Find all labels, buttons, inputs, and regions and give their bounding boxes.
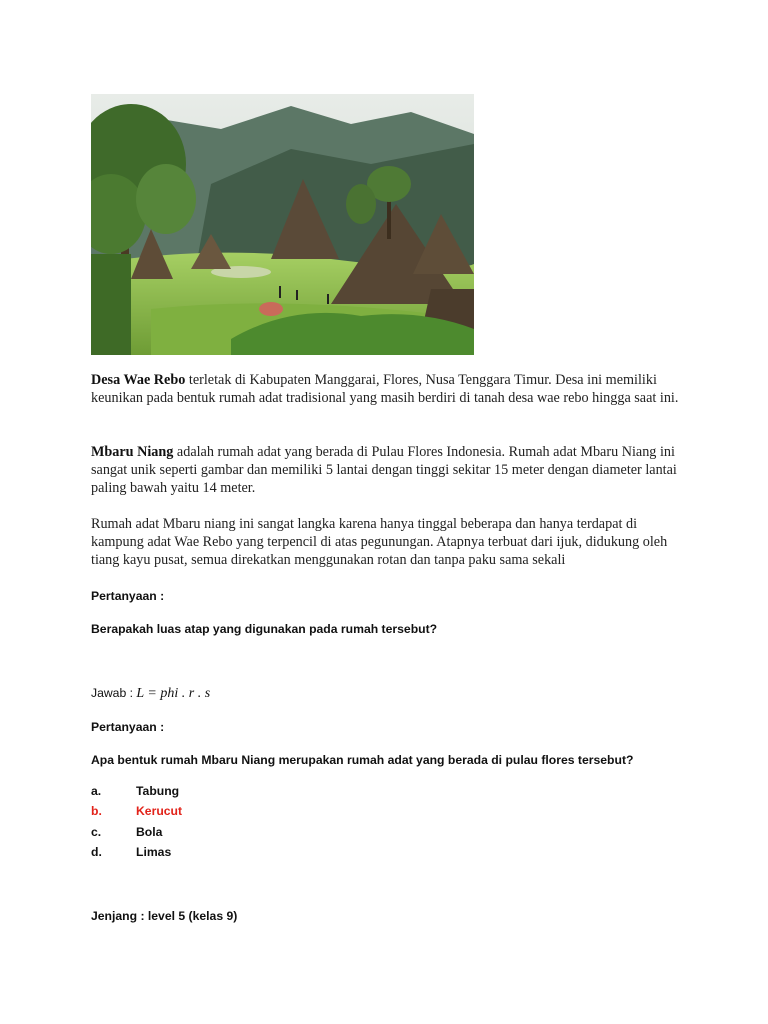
question1-label: Pertanyaan : bbox=[91, 589, 165, 603]
question2-text: Apa bentuk rumah Mbaru Niang merupakan rumah adat yang berada di pulau flores tersebut? bbox=[91, 753, 634, 767]
option-letter: d. bbox=[91, 844, 102, 859]
level-label: Jenjang : level 5 (kelas 9) bbox=[91, 909, 238, 923]
option-letter: a. bbox=[91, 784, 102, 798]
mbaru-paragraph bbox=[91, 443, 691, 497]
village-photo-icon bbox=[91, 94, 474, 355]
description-paragraph: Rumah adat Mbaru niang ini sangat langka karena hanya tinggal beberapa dan hanya terdapat di kampung adat Wae Rebo yang terpencil di atas pegunungan. Atapnya terbuat dari ijuk, didukung oleh tiang kayu pusat, semua direkatkan menggunakan rotan dan tanpa paku sama sekali bbox=[91, 516, 668, 568]
mbaru-text: adalah rumah adat yang berada di Pulau Flores Indonesia. Rumah adat Mbaru Niang ini sangat unik seperti gambar dan memiliki 5 lantai dengan tinggi sekitar 15 meter dengan diameter lantai paling bawah yaitu 14 meter. bbox=[91, 444, 677, 496]
option-text: Tabung bbox=[136, 784, 180, 798]
option-text: Limas bbox=[136, 844, 172, 859]
option-letter: c. bbox=[91, 824, 102, 839]
question2-label: Pertanyaan : bbox=[91, 720, 165, 734]
village-photo bbox=[91, 94, 474, 355]
answer1-formula: L = phi . r . s bbox=[136, 686, 211, 701]
intro-paragraph bbox=[91, 371, 691, 407]
option-d bbox=[91, 844, 182, 864]
answer-options bbox=[91, 783, 182, 864]
option-a bbox=[91, 783, 182, 803]
option-letter: b. bbox=[91, 804, 102, 819]
option-c bbox=[91, 824, 182, 844]
intro-text: terletak di Kabupaten Manggarai, Flores, Nusa Tenggara Timur. Desa ini memiliki keunikan pada bentuk rumah adat tradisional yang masih berdiri di tanah desa wae rebo hingga saat ini. bbox=[91, 372, 679, 406]
answer1 bbox=[91, 685, 210, 702]
question1-text: Berapakah luas atap yang digunakan pada rumah tersebut? bbox=[91, 622, 438, 636]
intro-lead: Desa Wae Rebo bbox=[91, 372, 186, 388]
option-b bbox=[91, 803, 182, 823]
answer1-label: Jawab : bbox=[91, 686, 137, 700]
option-text: Bola bbox=[136, 824, 163, 839]
mbaru-lead: Mbaru Niang bbox=[91, 444, 174, 460]
option-text: Kerucut bbox=[136, 804, 183, 819]
